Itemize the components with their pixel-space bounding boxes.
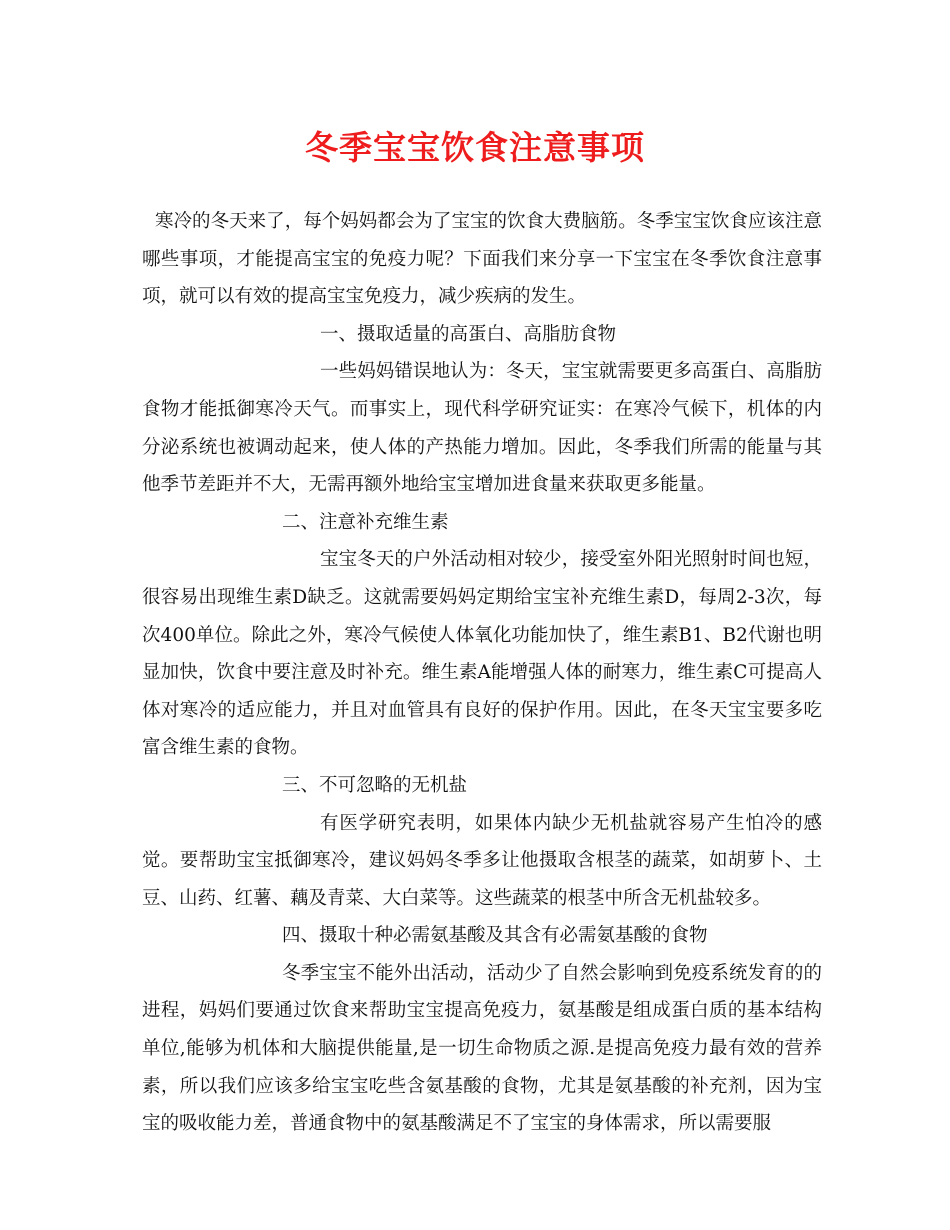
intro-paragraph: 寒冷的冬天来了，每个妈妈都会为了宝宝的饮食大费脑筋。冬季宝宝饮食应该注意哪些事项，才能提高宝宝的免疫力呢？下面我们来分享一下宝宝在冬季饮食注意事项，就可以有效的提高宝宝免疫力，减少疾病的发生。 <box>142 211 822 308</box>
section-paragraph-3: 有医学研究表明，如果体内缺少无机盐就容易产生怕冷的感觉。要帮助宝宝抵御寒冷，建议妈妈冬季多让他摄取含根茎的蔬菜，如胡萝卜、土豆、山药、红薯、藕及青菜、大白菜等。这些蔬菜的根茎中所含无机盐较多。 <box>142 812 822 909</box>
section-heading-2: 二、注意补充维生素 <box>282 511 449 533</box>
document-body <box>142 203 822 1143</box>
section-paragraph-1: 一些妈妈错误地认为：冬天，宝宝就需要更多高蛋白、高脂肪食物才能抵御寒冷天气。而事实上，现代科学研究证实：在寒冷气候下，机体的内分泌系统也被调动起来，使人体的产热能力增加。因此，冬季我们所需的能量与其他季节差距并不大，无需再额外地给宝宝增加进食量来获取更多能量。 <box>142 361 822 496</box>
section-heading-3: 三、不可忽略的无机盐 <box>282 774 468 796</box>
section-paragraph-2: 宝宝冬天的户外活动相对较少，接受室外阳光照射时间也短，很容易出现维生素D缺乏。这就需要妈妈定期给宝宝补充维生素D，每周2-3次，每次400单位。除此之外，寒冷气候使人体氧化功能加快了，维生素B1、B2代谢也明显加快，饮食中要注意及时补充。维生素A能增强人体的耐寒力，维生素C可提高人体对寒冷的适应能力，并且对血管具有良好的保护作用。因此，在冬天宝宝要多吃富含维生素的食物。 <box>142 549 822 759</box>
document-title: 冬季宝宝饮食注意事项 <box>305 128 645 167</box>
section-paragraph-4: 冬季宝宝不能外出活动，活动少了自然会影响到免疫系统发育的的进程，妈妈们要通过饮食来帮助宝宝提高免疫力，氨基酸是组成蛋白质的基本结构单位,能够为机体和大脑提供能量,是一切生命物质之源.是提高免疫力最有效的营养素，所以我们应该多给宝宝吃些含氨基酸的食物，尤其是氨基酸的补充剂，因为宝宝的吸收能力差，普通食物中的氨基酸满足不了宝宝的身体需求，所以需要服 <box>142 962 822 1135</box>
section-heading-4: 四、摄取十种必需氨基酸及其含有必需氨基酸的食物 <box>282 925 708 947</box>
section-heading-1: 一、摄取适量的高蛋白、高脂肪食物 <box>320 323 617 345</box>
